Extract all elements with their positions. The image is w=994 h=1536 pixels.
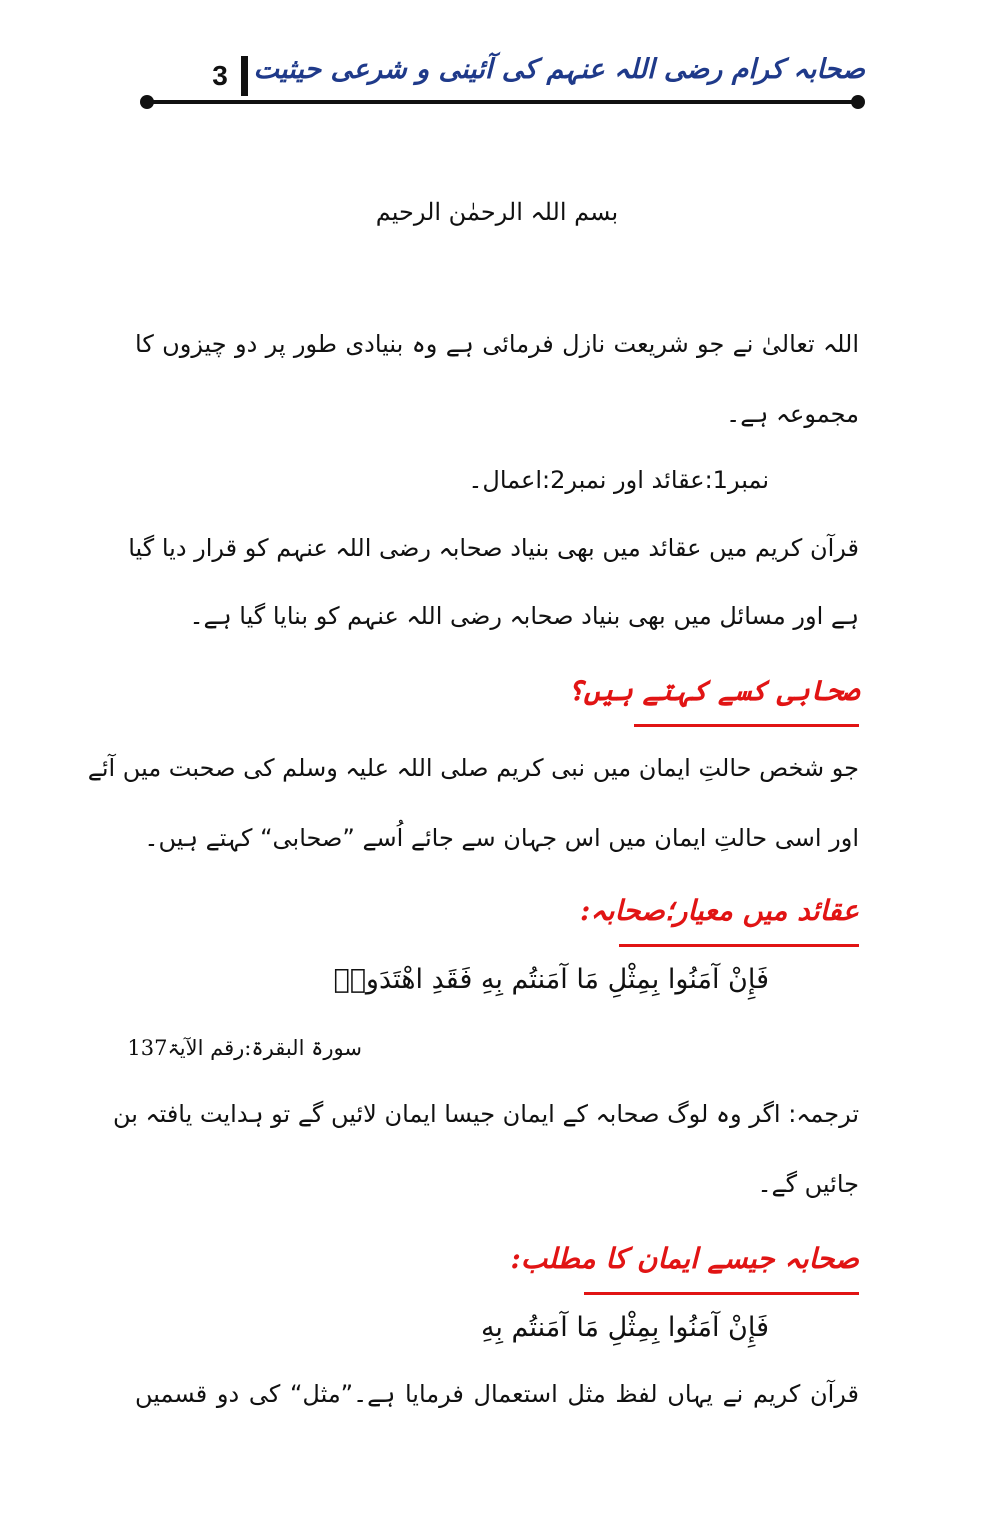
translation-line-2: جائیں گے۔ [757, 1170, 859, 1198]
section3-line-1: قرآن کریم نے یہاں لفظ مثل استعمال فرمایا ہے۔”مثل“ کی دو قسمیں [135, 1380, 859, 1408]
header-divider [241, 56, 248, 96]
ayah-reference: سورۃ البقرۃ:رقم الآیۃ137 [127, 1036, 362, 1060]
intro-line-3: نمبر1:عقائد اور نمبر2:اعمال۔ [468, 466, 769, 494]
page-number: 3 [212, 60, 228, 91]
intro-line-2: مجموعہ ہے۔ [726, 400, 859, 428]
section-heading-text: عقائد میں معیار؛صحابہ: [580, 894, 859, 927]
rule-end-dot-right [851, 95, 865, 109]
section-heading-sahabi [567, 674, 859, 707]
section-heading-meaning [511, 1242, 860, 1275]
bismillah: بسم اللہ الرحمٰن الرحیم [375, 198, 619, 226]
section-heading-text: صحابہ جیسے ایمان کا مطلب: [510, 1242, 859, 1275]
header-rule [147, 100, 859, 104]
section-heading-underline [619, 944, 859, 947]
section-heading-underline [584, 1292, 859, 1295]
section-heading-underline [634, 724, 859, 727]
page-header [140, 40, 865, 110]
section-heading-text: صحابی کسے کہتے ہیں؟ [567, 674, 859, 707]
intro-line-5: ہے اور مسائل میں بھی بنیاد صحابہ رضی اللہ عنہم کو بنایا گیا ہے۔ [189, 602, 859, 630]
intro-line-4: قرآن کریم میں عقائد میں بھی بنیاد صحابہ رضی اللہ عنہم کو قرار دیا گیا [128, 534, 859, 562]
translation-line-1: ترجمہ: اگر وہ لوگ صحابہ کے ایمان جیسا ایمان لائیں گے تو ہدایت یافتہ بن [112, 1100, 859, 1128]
intro-line-1: اللہ تعالیٰ نے جو شریعت نازل فرمائی ہے وہ بنیادی طور پر دو چیزوں کا [135, 330, 859, 358]
rule-end-dot-left [140, 95, 154, 109]
section-heading-aqaid [580, 894, 859, 927]
book-title: صحابہ کرام رضی اللہ عنہم کی آئینی و شرعی حیثیت [253, 54, 865, 85]
quran-ayah: فَإِنْ آمَنُوا بِمِثْلِ مَا آمَنتُم بِهِ فَقَدِ اهْتَدَوا۟ [333, 964, 769, 995]
quran-ayah: فَإِنْ آمَنُوا بِمِثْلِ مَا آمَنتُم بِهِ [480, 1312, 769, 1343]
section1-line-1: جو شخص حالتِ ایمان میں نبی کریم صلی اللہ علیہ وسلم کی صحبت میں آئے [87, 754, 859, 782]
section1-line-2: اور اسی حالتِ ایمان میں اس جہان سے جائے اُسے ”صحابی“ کہتے ہیں۔ [144, 824, 859, 852]
